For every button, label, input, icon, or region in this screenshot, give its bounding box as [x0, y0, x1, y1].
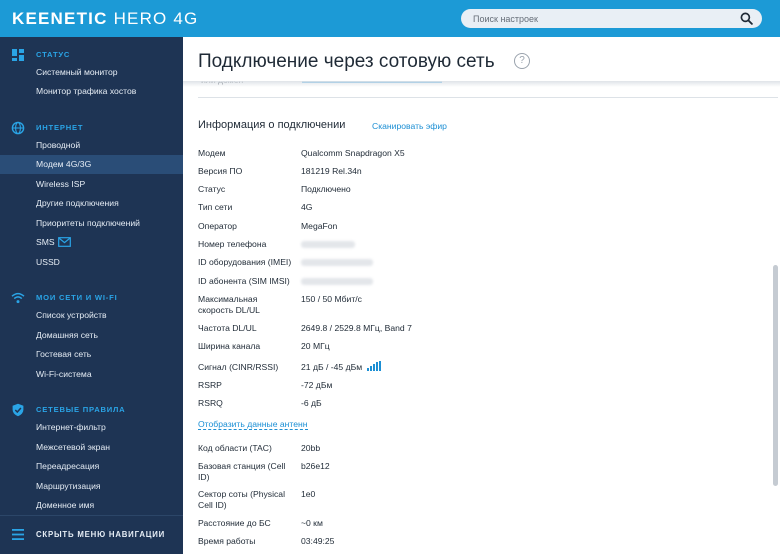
label-rsrp: RSRP [198, 380, 222, 390]
value-rsrp: -72 дБм [301, 380, 333, 390]
search-input[interactable] [473, 12, 723, 25]
sidebar-item-label: Проводной [36, 140, 81, 150]
wifi-icon [11, 291, 25, 305]
value-firmware: 181219 Rel.34n [301, 166, 362, 176]
globe-icon [11, 121, 25, 135]
value-modem: Qualcomm Snapdragon X5 [301, 148, 405, 158]
page-title: Подключение через сотовую сеть [198, 51, 495, 72]
sidebar-item-label: Доменное имя [36, 500, 95, 510]
brand-logo[interactable] [12, 9, 198, 29]
sidebar-item-host-traffic[interactable] [0, 82, 183, 101]
value-imei-redacted [301, 257, 373, 267]
label-firmware: Версия ПО [198, 166, 243, 176]
sidebar-item-firewall[interactable] [0, 438, 183, 457]
label-network-type: Тип сети [198, 202, 233, 212]
section-my-networks[interactable] [0, 289, 183, 307]
value-network-type: 4G [301, 202, 313, 212]
value-operator: MegaFon [301, 221, 338, 231]
search-icon[interactable] [740, 12, 753, 25]
sidebar-item-routing[interactable] [0, 477, 183, 496]
section-status[interactable] [0, 46, 183, 64]
section-network-rules[interactable] [0, 401, 183, 419]
sidebar-nav [0, 37, 183, 554]
section-label: ИНТЕРНЕТ [36, 123, 84, 132]
label-imei: ID оборудования (IMEI) [198, 257, 292, 267]
sidebar-item-ussd[interactable] [0, 253, 183, 272]
value-status: Подключено [301, 184, 351, 194]
sidebar-item-label: Модем 4G/3G [36, 159, 92, 169]
sidebar-item-home-network[interactable] [0, 326, 183, 345]
sidebar-item-label: Wi-Fi-система [36, 369, 92, 379]
sidebar-item-wired[interactable] [0, 136, 183, 155]
sidebar-item-modem[interactable] [0, 155, 183, 174]
show-antenna-data-link[interactable]: Отобразить данные антенн [198, 419, 308, 429]
sidebar-item-connection-priorities[interactable] [0, 214, 183, 233]
shield-icon [11, 403, 25, 417]
main-content [183, 37, 780, 554]
label-distance: Расстояние до БС [198, 518, 271, 528]
sidebar-item-label: Wireless ISP [36, 179, 86, 189]
top-header [0, 0, 780, 37]
label-modem: Модем [198, 148, 226, 158]
sidebar-item-other-connections[interactable] [0, 194, 183, 213]
sidebar-item-domain-name[interactable] [0, 496, 183, 515]
sidebar-item-label: Интернет-фильтр [36, 422, 106, 432]
sidebar-item-label: Переадресация [36, 461, 100, 471]
label-signal: Сигнал (CINR/RSSI) [198, 362, 279, 372]
label-imsi: ID абонента (SIM IMSI) [198, 276, 290, 286]
value-channel-width: 20 МГц [301, 341, 330, 351]
sidebar-item-wireless-isp[interactable] [0, 175, 183, 194]
sidebar-item-label: Другие подключения [36, 198, 119, 208]
sidebar-item-device-list[interactable] [0, 306, 183, 325]
section-label: МОИ СЕТИ И WI-FI [36, 293, 118, 302]
sidebar-item-label: Межсетевой экран [36, 442, 110, 452]
label-tac: Код области (TAC) [198, 443, 272, 453]
sidebar-item-internet-filter[interactable] [0, 418, 183, 437]
label-rsrq: RSRQ [198, 398, 223, 408]
search-box [461, 9, 762, 28]
label-operator: Оператор [198, 221, 237, 231]
section-label: СЕТЕВЫЕ ПРАВИЛА [36, 405, 126, 414]
envelope-icon [58, 237, 71, 247]
sidebar-item-system-monitor[interactable] [0, 63, 183, 82]
sidebar-item-label: SMS [36, 237, 55, 247]
sidebar-item-label: Монитор трафика хостов [36, 86, 137, 96]
label-physical-cell-id: Сектор соты (Physical Cell ID) [198, 489, 285, 510]
value-frequency: 2649.8 / 2529.8 МГц, Band 7 [301, 323, 412, 333]
dashboard-icon [11, 48, 25, 62]
label-max-speed: Максимальная скорость DL/UL [198, 294, 260, 315]
title-bar [183, 37, 780, 81]
label-uptime: Время работы [198, 536, 256, 546]
label-cell-id: Базовая станция (Cell ID) [198, 461, 286, 482]
section-internet[interactable] [0, 119, 183, 137]
value-imsi-redacted [301, 276, 373, 286]
value-cell-id: b26e12 [301, 461, 330, 471]
sidebar-item-label: Системный монитор [36, 67, 118, 77]
sidebar-item-label: Приоритеты подключений [36, 218, 140, 228]
title-shadow [183, 81, 780, 87]
help-icon[interactable]: ? [514, 53, 530, 69]
value-rsrq: -6 дБ [301, 398, 322, 408]
sidebar-item-wifi-system[interactable] [0, 365, 183, 384]
value-tac: 20bb [301, 443, 321, 453]
brand-model: HERO 4G [113, 9, 199, 28]
hide-nav-label: СКРЫТЬ МЕНЮ НАВИГАЦИИ [36, 530, 166, 539]
section-label: СТАТУС [36, 50, 71, 59]
value-signal: 21 дБ / -45 дБм [301, 362, 363, 372]
sidebar-item-guest-network[interactable] [0, 345, 183, 364]
label-frequency: Частота DL/UL [198, 323, 257, 333]
sidebar-item-sms[interactable] [0, 233, 183, 252]
sidebar-item-label: Гостевая сеть [36, 349, 92, 359]
value-max-speed: 150 / 50 Мбит/с [301, 294, 362, 304]
sidebar-item-label: Маршрутизация [36, 481, 101, 491]
menu-icon [12, 529, 24, 540]
label-phone: Номер телефона [198, 239, 267, 249]
sidebar-item-label: USSD [36, 257, 60, 267]
sidebar-item-port-forwarding[interactable] [0, 457, 183, 476]
section-divider [198, 97, 778, 98]
label-status: Статус [198, 184, 226, 194]
value-physical-cell-id: 1e0 [301, 489, 316, 499]
sidebar-item-label: Список устройств [36, 310, 107, 320]
scan-air-link[interactable]: Сканировать эфир [372, 121, 447, 131]
scrollbar-thumb[interactable] [773, 265, 778, 486]
connection-info-title: Информация о подключении [198, 119, 346, 131]
hide-nav-button[interactable] [0, 515, 183, 554]
value-phone-redacted [301, 239, 355, 249]
value-distance: ~0 км [301, 518, 323, 528]
brand-name: KEENETIC [12, 9, 108, 28]
signal-strength-icon [367, 361, 381, 371]
label-channel-width: Ширина канала [198, 341, 261, 351]
sidebar-item-label: Домашняя сеть [36, 330, 98, 340]
value-uptime: 03:49:25 [301, 536, 335, 546]
